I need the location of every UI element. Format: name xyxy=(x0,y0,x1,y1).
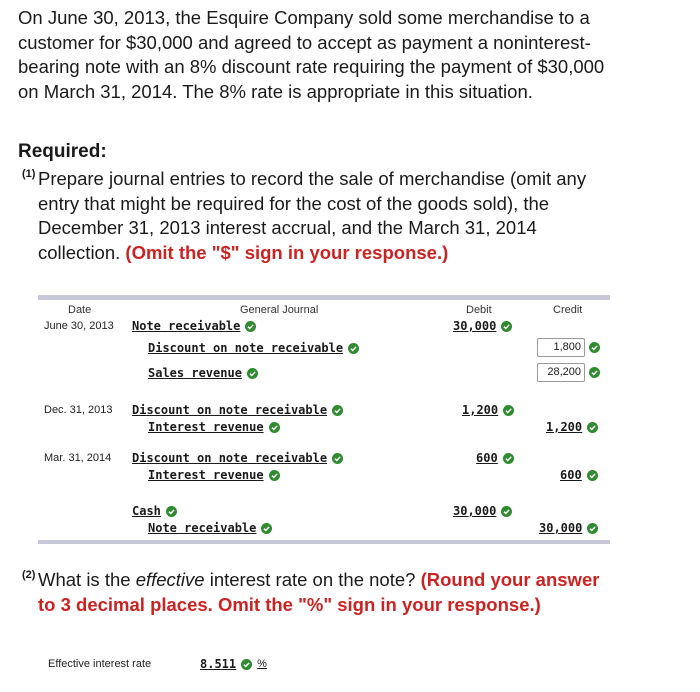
check-icon xyxy=(241,659,252,670)
question-1-number: (1) xyxy=(22,168,36,180)
check-icon xyxy=(261,523,272,534)
credit-field[interactable] xyxy=(560,468,598,482)
row-date: Mar. 31, 2014 xyxy=(44,452,112,464)
account-name: Note receivable xyxy=(148,521,257,535)
account-name: Interest revenue xyxy=(148,420,264,434)
account-name: Sales revenue xyxy=(148,366,242,380)
header-debit: Debit xyxy=(466,304,492,316)
account-field[interactable] xyxy=(132,451,343,465)
debit-field[interactable] xyxy=(453,504,512,518)
question-1-prompt: Prepare journal entries to record the sale of merchandise (omit any entry that might be required for the cost of the goods sold), the December 31, 2013 interest accrual, and the March 31, 2014 collection. xyxy=(38,168,587,263)
question-1-text xyxy=(38,167,618,265)
account-name: Cash xyxy=(132,504,161,518)
account-field[interactable] xyxy=(132,319,256,333)
debit-value: 30,000 xyxy=(453,504,497,518)
check-icon xyxy=(587,523,598,534)
debit-field[interactable] xyxy=(462,403,514,417)
account-field[interactable] xyxy=(148,468,280,482)
header-general-journal: General Journal xyxy=(240,304,319,316)
required-heading: Required: xyxy=(18,141,107,162)
check-icon xyxy=(166,506,177,517)
check-icon xyxy=(503,453,514,464)
check-icon xyxy=(503,405,514,416)
effective-rate-label: Effective interest rate xyxy=(48,658,152,670)
row-date: Dec. 31, 2013 xyxy=(44,404,113,416)
effective-rate-field[interactable] xyxy=(200,657,267,671)
debit-value: 1,200 xyxy=(462,403,499,417)
table-bottom-rule xyxy=(38,540,610,544)
account-field[interactable] xyxy=(148,366,258,380)
account-name: Discount on note receivable xyxy=(148,341,344,355)
debit-field[interactable] xyxy=(476,451,514,465)
check-icon xyxy=(587,422,598,433)
question-2-number: (2) xyxy=(22,569,36,581)
question-1-instruction: (Omit the "$" sign in your response.) xyxy=(125,241,449,263)
credit-input[interactable]: 1,800 xyxy=(537,338,585,357)
problem-statement: On June 30, 2013, the Esquire Company sold some merchandise to a customer for $30,000 and agreed to accept as payment a noninterest-bearing note with an 8% discount rate requiring the payment of $30,000 on March 31, 2014. The 8% rate is appropriate in this situation. xyxy=(18,7,605,102)
check-icon xyxy=(589,367,600,378)
account-name: Discount on note receivable xyxy=(132,403,328,417)
header-date: Date xyxy=(68,304,92,316)
debit-value: 30,000 xyxy=(453,319,497,333)
question-2-prompt-start: What is the xyxy=(38,569,136,590)
question-2-text xyxy=(38,568,618,617)
debit-field[interactable] xyxy=(453,319,512,333)
table-top-rule xyxy=(38,295,610,300)
check-icon xyxy=(587,470,598,481)
account-name: Interest revenue xyxy=(148,468,264,482)
check-icon xyxy=(269,470,280,481)
percent-unit: % xyxy=(257,658,267,670)
header-credit: Credit xyxy=(553,304,583,316)
credit-value: 30,000 xyxy=(539,521,583,535)
account-name: Note receivable xyxy=(132,319,241,333)
account-field[interactable] xyxy=(148,420,280,434)
credit-value: 600 xyxy=(560,468,582,482)
question-2-instruction: (Round your answer to 3 decimal places. Omit the "%" sign in your response.) xyxy=(38,569,600,615)
question-2-emphasis: effective xyxy=(135,569,205,590)
question-2-prompt-end: interest rate on the note? xyxy=(204,569,416,590)
check-icon xyxy=(501,321,512,332)
credit-field[interactable] xyxy=(539,521,598,535)
account-field[interactable] xyxy=(148,341,359,355)
check-icon xyxy=(589,342,600,353)
check-icon xyxy=(247,368,258,379)
account-field[interactable] xyxy=(132,504,177,518)
row-date: June 30, 2013 xyxy=(44,320,114,332)
account-name: Discount on note receivable xyxy=(132,451,328,465)
credit-input[interactable]: 28,200 xyxy=(537,363,585,382)
check-icon xyxy=(501,506,512,517)
account-field[interactable] xyxy=(148,521,272,535)
check-icon xyxy=(348,343,359,354)
effective-rate-value: 8.511 xyxy=(200,657,237,671)
debit-value: 600 xyxy=(476,451,498,465)
check-icon xyxy=(332,453,343,464)
check-icon xyxy=(245,321,256,332)
credit-field[interactable] xyxy=(546,420,598,434)
credit-value: 1,200 xyxy=(546,420,583,434)
check-icon xyxy=(332,405,343,416)
check-icon xyxy=(269,422,280,433)
account-field[interactable] xyxy=(132,403,343,417)
